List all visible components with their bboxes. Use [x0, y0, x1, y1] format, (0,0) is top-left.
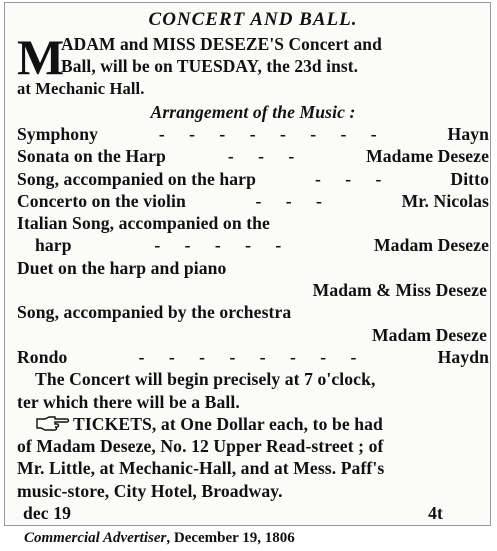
signoff	[17, 502, 489, 524]
clipping-heading: CONCERT AND BALL.	[148, 9, 358, 30]
leader-dashes: - - - - - - - -	[138, 346, 367, 367]
announcement-line-2: Ball, will be on TUESDAY, the 23d inst.	[61, 56, 359, 77]
publication-name: Commercial Advertiser	[24, 530, 167, 546]
program-performer: Hayn	[447, 124, 489, 144]
announcement-line-1: ADAM and MISS DESEZE'S Concert and	[61, 34, 382, 54]
newspaper-clipping	[17, 9, 489, 524]
concert-note-line-1: The Concert will begin precisely at 7 o'clock,	[35, 369, 376, 390]
arrangement-heading: Arrangement of the Music :	[150, 102, 356, 122]
program-row	[17, 123, 489, 145]
program-performer: Mr. Nicolas	[401, 190, 489, 211]
tickets-line-3: Mr. Little, at Mechanic-Hall, and at Mess. Paff's	[17, 458, 385, 479]
program-piece: Concerto on the violin	[17, 190, 186, 211]
program-performer: Madam Deseze	[373, 235, 489, 256]
program-piece: Symphony	[17, 124, 98, 144]
program-row	[17, 234, 489, 256]
program-row	[17, 145, 489, 167]
duet-line: Duet on the harp and piano	[17, 257, 227, 278]
pointing-hand-icon	[35, 416, 69, 431]
tickets-line-4: music-store, City Hotel, Broadway.	[17, 480, 283, 501]
concert-note-line-2: ter which there will be a Ball.	[17, 391, 240, 412]
publication-date: , December 19, 1806	[166, 530, 295, 546]
duet-performers: Madam & Miss Deseze	[312, 280, 487, 301]
program-piece: Rondo	[17, 346, 68, 367]
leader-dashes: - - - - -	[154, 235, 292, 256]
orchestra-song-line: Song, accompanied by the orchestra	[17, 302, 292, 323]
program-row	[17, 190, 489, 212]
tickets-line-2: of Madam Deseze, No. 12 Upper Read-street ; of	[17, 436, 384, 457]
announcement	[17, 29, 489, 101]
program-row	[17, 168, 489, 190]
signoff-code: 4t	[428, 503, 443, 524]
program-performer: Madame Deseze	[366, 146, 489, 167]
signoff-date: dec 19	[23, 503, 71, 524]
program-piece: harp	[35, 235, 72, 256]
clipping-frame	[4, 2, 491, 526]
image-caption	[24, 530, 295, 547]
program-performer: Haydn	[437, 346, 489, 367]
announcement-line-3: at Mechanic Hall.	[17, 78, 145, 98]
drop-cap: M	[17, 29, 65, 85]
leader-dashes: - - - - - - - -	[158, 124, 387, 144]
program-piece: Sonata on the Harp	[17, 146, 166, 167]
tickets-text: TICKETS, at One Dollar each, to be had	[73, 413, 383, 434]
italian-song-line-1: Italian Song, accompanied on the	[17, 213, 270, 234]
program-row	[17, 346, 489, 368]
leader-dashes: - - -	[255, 190, 332, 211]
program-piece: Song, accompanied on the harp	[17, 168, 256, 189]
leader-dashes: - - -	[227, 146, 305, 167]
tickets-line-1	[17, 413, 489, 435]
orchestra-song-performer: Madam Deseze	[371, 324, 487, 345]
program-performer: Ditto	[450, 168, 489, 189]
leader-dashes: - - -	[315, 168, 392, 189]
